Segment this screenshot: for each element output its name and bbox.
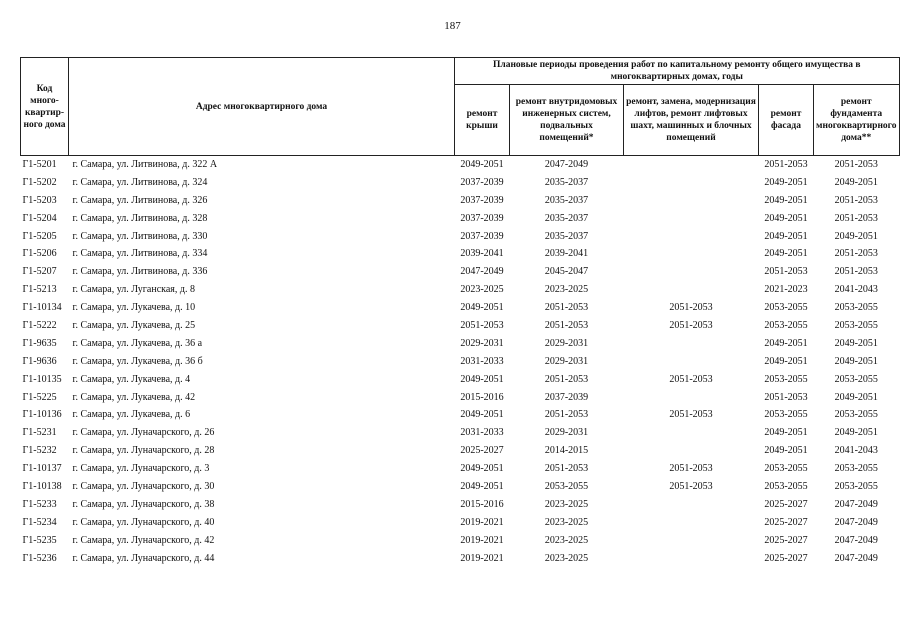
cell-lifts: 2051-2053 [669, 373, 713, 385]
cell-internal-systems: 2047-2049 [510, 156, 624, 174]
cell-internal-systems: 2035-2037 [544, 230, 589, 242]
cell-code: Г1-5207 [22, 266, 57, 278]
cell-address: г. Самара, ул. Луначарского, д. 44 [72, 552, 215, 564]
cell-internal-systems: 2029-2031 [544, 355, 589, 367]
cell-facade: 2051-2053 [759, 156, 814, 174]
cell-lifts [624, 174, 759, 192]
table-row [21, 174, 900, 192]
table-row [21, 442, 900, 460]
cell-foundation: 2041-2043 [834, 284, 878, 296]
header-lifts: ремонт, замена, модернизация лифтов, ремонт лифтовых шахт, машинных и блочных помещений [624, 85, 759, 156]
cell-foundation: 2049-2051 [834, 176, 878, 188]
cell-internal-systems: 2023-2025 [544, 552, 589, 564]
cell-roof: 2015-2016 [460, 391, 504, 403]
cell-internal-systems: 2029-2031 [544, 427, 589, 439]
header-code: Код много-квартир-ного дома [21, 58, 69, 156]
cell-code: Г1-5225 [22, 391, 57, 403]
cell-foundation: 2053-2055 [834, 409, 878, 421]
cell-code: Г1-9636 [22, 355, 57, 367]
header-address: Адрес многоквартирного дома [69, 58, 455, 156]
cell-lifts: 2051-2053 [669, 319, 713, 331]
table-row [21, 532, 900, 550]
cell-address: г. Самара, ул. Лукачева, д. 25 [72, 319, 196, 331]
cell-code: Г1-5234 [22, 516, 57, 528]
cell-facade: 2049-2051 [764, 230, 808, 242]
cell-internal-systems: 2035-2037 [544, 176, 589, 188]
cell-lifts [624, 228, 759, 246]
cell-roof: 2049-2051 [460, 409, 504, 421]
cell-address: г. Самара, ул. Луначарского, д. 28 [72, 445, 215, 457]
cell-foundation: 2047-2049 [834, 552, 878, 564]
cell-roof: 2019-2021 [460, 552, 504, 564]
cell-roof: 2037-2039 [460, 194, 504, 206]
header-facade: ремонт фасада [759, 85, 814, 156]
cell-facade: 2049-2051 [764, 212, 808, 224]
cell-code: Г1-10134 [22, 302, 62, 314]
cell-code: Г1-10138 [22, 480, 62, 492]
cell-roof: 2025-2027 [460, 445, 504, 457]
cell-facade: 2053-2055 [764, 463, 808, 475]
cell-roof: 2049-2051 [460, 480, 504, 492]
cell-facade: 2049-2051 [764, 445, 808, 457]
cell-facade: 2025-2027 [764, 552, 808, 564]
cell-code: Г1-5236 [22, 552, 57, 564]
cell-lifts [624, 281, 759, 299]
cell-roof: 2049-2051 [455, 156, 510, 174]
cell-lifts [624, 532, 759, 550]
cell-foundation: 2051-2053 [834, 266, 878, 278]
cell-lifts [624, 335, 759, 353]
cell-address: г. Самара, ул. Лукачева, д. 36 б [72, 355, 203, 367]
page-number: 187 [444, 20, 461, 32]
cell-internal-systems: 2023-2025 [544, 516, 589, 528]
cell-address: г. Самара, ул. Луначарского, д. 42 [72, 534, 215, 546]
cell-foundation: 2051-2053 [834, 248, 878, 260]
table-row [21, 335, 900, 353]
table-row [21, 299, 900, 317]
cell-internal-systems: 2051-2053 [544, 409, 589, 421]
cell-address: г. Самара, ул. Лукачева, д. 6 [72, 409, 191, 421]
cell-facade: 2049-2051 [764, 194, 808, 206]
cell-internal-systems: 2035-2037 [544, 212, 589, 224]
cell-facade: 2053-2055 [764, 409, 808, 421]
cell-lifts [624, 514, 759, 532]
cell-lifts [624, 192, 759, 210]
cell-foundation: 2053-2055 [834, 302, 878, 314]
cell-address: г. Самара, ул. Лукачева, д. 42 [72, 391, 196, 403]
cell-roof: 2049-2051 [460, 463, 504, 475]
cell-internal-systems: 2023-2025 [544, 284, 589, 296]
cell-foundation: 2051-2053 [814, 156, 900, 174]
table-row [21, 353, 900, 371]
cell-facade: 2051-2053 [764, 266, 808, 278]
cell-lifts [624, 156, 759, 174]
cell-internal-systems: 2037-2039 [544, 391, 589, 403]
cell-facade: 2053-2055 [764, 480, 808, 492]
cell-roof: 2037-2039 [460, 230, 504, 242]
cell-internal-systems: 2029-2031 [544, 337, 589, 349]
cell-roof: 2049-2051 [460, 373, 504, 385]
table-row [21, 245, 900, 263]
cell-facade: 2025-2027 [764, 498, 808, 510]
table-body [21, 156, 900, 568]
cell-address: г. Самара, ул. Литвинова, д. 334 [72, 248, 208, 260]
cell-roof: 2037-2039 [460, 176, 504, 188]
cell-roof: 2039-2041 [460, 248, 504, 260]
cell-lifts: 2051-2053 [669, 480, 713, 492]
cell-internal-systems: 2051-2053 [544, 463, 589, 475]
cell-facade: 2049-2051 [764, 176, 808, 188]
table-row [21, 192, 900, 210]
cell-foundation: 2049-2051 [834, 230, 878, 242]
cell-facade: 2053-2055 [764, 319, 808, 331]
cell-internal-systems: 2014-2015 [544, 445, 589, 457]
header-internal-systems: ремонт внутридомовых инженерных систем, подвальных помещений* [510, 85, 624, 156]
cell-foundation: 2041-2043 [834, 445, 878, 457]
cell-foundation: 2049-2051 [834, 337, 878, 349]
cell-roof: 2029-2031 [460, 337, 504, 349]
cell-facade: 2051-2053 [764, 391, 808, 403]
cell-lifts [624, 263, 759, 281]
cell-internal-systems: 2051-2053 [544, 373, 589, 385]
cell-lifts: 2051-2053 [669, 463, 713, 475]
table-row [21, 406, 900, 424]
cell-roof: 2031-2033 [460, 355, 504, 367]
cell-address: г. Самара, ул. Луганская, д. 8 [72, 284, 195, 296]
table-row [21, 496, 900, 514]
cell-foundation: 2047-2049 [834, 534, 878, 546]
cell-facade: 2049-2051 [764, 427, 808, 439]
cell-lifts [624, 210, 759, 228]
table-row [21, 317, 900, 335]
cell-code: Г1-5233 [22, 498, 57, 510]
cell-lifts [624, 245, 759, 263]
cell-internal-systems: 2045-2047 [544, 266, 589, 278]
cell-roof: 2047-2049 [460, 266, 504, 278]
cell-lifts [624, 442, 759, 460]
cell-code: Г1-9635 [22, 337, 57, 349]
cell-lifts [624, 389, 759, 407]
cell-lifts [624, 550, 759, 568]
cell-lifts [624, 424, 759, 442]
cell-roof: 2051-2053 [460, 319, 504, 331]
cell-roof: 2049-2051 [460, 302, 504, 314]
table-row [21, 156, 900, 174]
cell-code: Г1-5222 [22, 319, 57, 331]
header-roof: ремонт крыши [455, 85, 510, 156]
cell-foundation: 2049-2051 [834, 427, 878, 439]
cell-roof: 2015-2016 [460, 498, 504, 510]
table-row [21, 424, 900, 442]
cell-code: Г1-5213 [22, 284, 57, 296]
cell-internal-systems: 2053-2055 [544, 480, 589, 492]
header-foundation: ремонт фундамента многоквартирного дома** [814, 85, 900, 156]
cell-code: Г1-5203 [22, 194, 57, 206]
cell-address: г. Самара, ул. Лукачева, д. 36 а [72, 337, 203, 349]
table-row [21, 371, 900, 389]
cell-address: г. Самара, ул. Лукачева, д. 10 [72, 302, 196, 314]
cell-internal-systems: 2051-2053 [544, 319, 589, 331]
cell-roof: 2019-2021 [460, 516, 504, 528]
cell-address: г. Самара, ул. Лукачева, д. 4 [72, 373, 191, 385]
cell-internal-systems: 2023-2025 [544, 498, 589, 510]
table-row [21, 210, 900, 228]
cell-foundation: 2049-2051 [834, 355, 878, 367]
cell-facade: 2021-2023 [764, 284, 808, 296]
cell-foundation: 2053-2055 [834, 319, 878, 331]
cell-internal-systems: 2023-2025 [544, 534, 589, 546]
cell-lifts [624, 353, 759, 371]
cell-foundation: 2047-2049 [834, 516, 878, 528]
cell-lifts: 2051-2053 [669, 409, 713, 421]
cell-address: г. Самара, ул. Луначарского, д. 3 [72, 463, 210, 475]
cell-code: Г1-5232 [22, 445, 57, 457]
cell-foundation: 2049-2051 [834, 391, 878, 403]
table-row [21, 263, 900, 281]
cell-code: Г1-5201 [21, 156, 69, 174]
cell-address: г. Самара, ул. Литвинова, д. 328 [72, 212, 208, 224]
cell-address: г. Самара, ул. Литвинова, д. 336 [72, 266, 208, 278]
cell-foundation: 2053-2055 [834, 373, 878, 385]
cell-roof: 2031-2033 [460, 427, 504, 439]
cell-facade: 2049-2051 [764, 355, 808, 367]
cell-internal-systems: 2051-2053 [544, 302, 589, 314]
cell-address: г. Самара, ул. Луначарского, д. 30 [72, 480, 215, 492]
cell-address: г. Самара, ул. Луначарского, д. 38 [72, 498, 215, 510]
cell-facade: 2025-2027 [764, 516, 808, 528]
cell-address: г. Самара, ул. Луначарского, д. 40 [72, 516, 215, 528]
table-header [21, 58, 900, 156]
cell-lifts [624, 496, 759, 514]
cell-code: Г1-5205 [22, 230, 57, 242]
cell-code: Г1-10135 [22, 373, 62, 385]
table-row [21, 281, 900, 299]
table-row [21, 460, 900, 478]
cell-code: Г1-5231 [22, 427, 57, 439]
cell-facade: 2049-2051 [764, 248, 808, 260]
cell-roof: 2023-2025 [460, 284, 504, 296]
cell-address: г. Самара, ул. Литвинова, д. 324 [72, 176, 208, 188]
header-planned-periods: Плановые периоды проведения работ по капитальному ремонту общего имущества в многоквартирных домах, годы [455, 58, 900, 85]
cell-facade: 2053-2055 [764, 373, 808, 385]
table-row [21, 389, 900, 407]
cell-code: Г1-5204 [22, 212, 57, 224]
cell-lifts: 2051-2053 [669, 302, 713, 314]
cell-facade: 2049-2051 [764, 337, 808, 349]
cell-foundation: 2053-2055 [834, 480, 878, 492]
cell-facade: 2053-2055 [764, 302, 808, 314]
cell-facade: 2025-2027 [764, 534, 808, 546]
cell-code: Г1-10137 [22, 463, 62, 475]
table-row [21, 514, 900, 532]
cell-address: г. Самара, ул. Литвинова, д. 322 А [69, 156, 455, 174]
table-row [21, 550, 900, 568]
table-row [21, 228, 900, 246]
cell-address: г. Самара, ул. Луначарского, д. 26 [72, 427, 215, 439]
cell-address: г. Самара, ул. Литвинова, д. 326 [72, 194, 208, 206]
table-row [21, 478, 900, 496]
cell-foundation: 2053-2055 [834, 463, 878, 475]
cell-internal-systems: 2039-2041 [544, 248, 589, 260]
cell-roof: 2019-2021 [460, 534, 504, 546]
repair-schedule-table [20, 57, 900, 567]
cell-code: Г1-5206 [22, 248, 57, 260]
cell-foundation: 2051-2053 [834, 212, 878, 224]
cell-address: г. Самара, ул. Литвинова, д. 330 [72, 230, 208, 242]
cell-foundation: 2051-2053 [834, 194, 878, 206]
cell-roof: 2037-2039 [460, 212, 504, 224]
cell-code: Г1-10136 [22, 409, 62, 421]
cell-foundation: 2047-2049 [834, 498, 878, 510]
cell-code: Г1-5202 [22, 176, 57, 188]
cell-code: Г1-5235 [22, 534, 57, 546]
cell-internal-systems: 2035-2037 [544, 194, 589, 206]
